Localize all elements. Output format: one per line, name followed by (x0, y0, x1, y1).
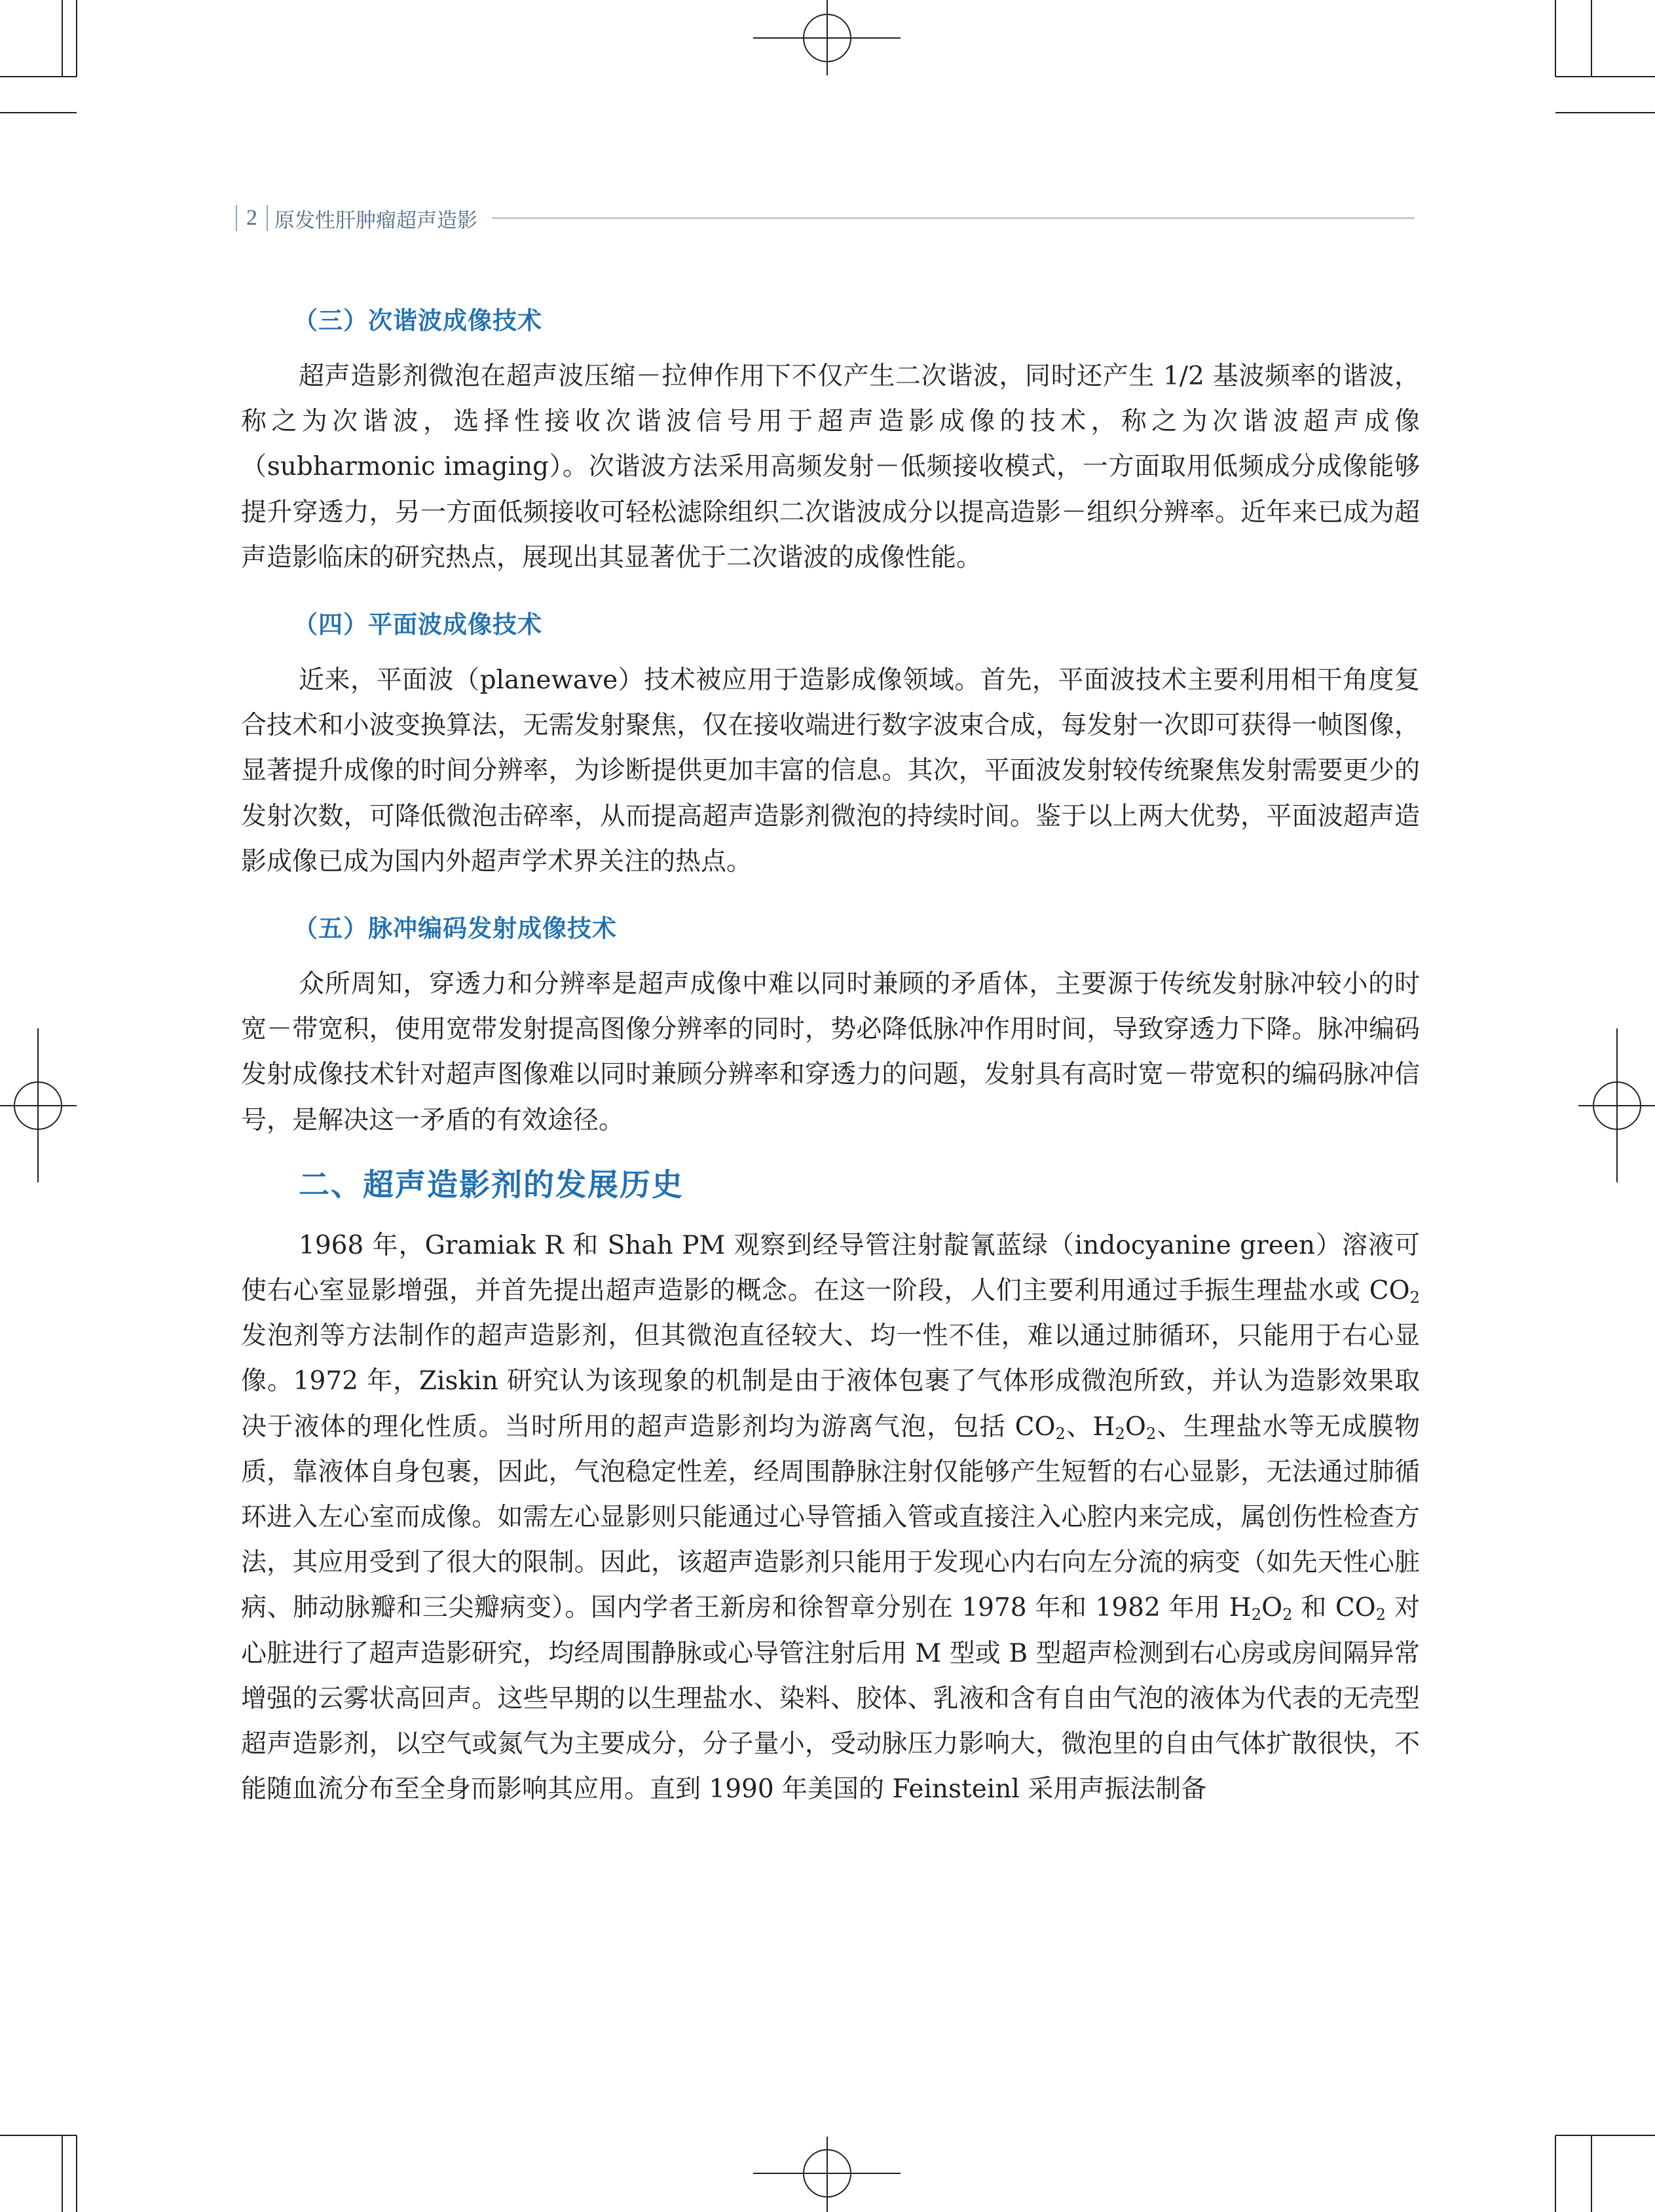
text-run: 发泡剂等方法制作的超声造影剂，但其微泡直径较大、均一性不佳，难以通过肺循环，只能用于右心显像。1972 年，Ziskin 研究认为该现象的机制是由于液体包裹了气体形成微泡所致，并认为造影效果取决于液体的理化性质。当时所用的超声造影剂均为游离气泡，包括 CO (241, 1321, 1420, 1442)
subscript: 2 (1115, 1424, 1125, 1443)
subsection-heading: （三）次谐波成像技术 (293, 307, 542, 335)
text-run: O (1125, 1412, 1146, 1442)
subsection-paragraph: 近来，平面波（planewave）技术被应用于造影成像领域。首先，平面波技术主要利用相干角度复合技术和小波变换算法，无需发射聚焦，仅在接收端进行数字波束合成，每发射一次即可获得一帧图像，显著提升成像的时间分辨率，为诊断提供更加丰富的信息。其次，平面波发射较传统聚焦发射需要更少的发射次数，可降低微泡击碎率，从而提高超声造影剂微泡的持续时间。鉴于以上两大优势，平面波超声造影成像已成为国内外超声学术界关注的热点。 (241, 665, 1420, 876)
text-run: 1968 年，Gramiak R 和 Shah PM 观察到经导管注射靛氰蓝绿（indocyanine green）溶液可使右心室显影增强，并首先提出超声造影的概念。在这一阶段，人们主要利用通过手振生理盐水或 CO (241, 1230, 1420, 1306)
text-run: O (1261, 1593, 1283, 1623)
page-body (241, 288, 1420, 1812)
subscript: 2 (1145, 1424, 1157, 1443)
running-header (236, 198, 1415, 238)
section-paragraph (241, 1223, 1420, 1812)
subscript: 2 (1375, 1605, 1386, 1624)
text-run: 、H (1065, 1412, 1115, 1442)
subsection-heading: （五）脉冲编码发射成像技术 (293, 914, 617, 943)
text-run: 、生理盐水等无成膜物质，靠液体自身包裹，因此，气泡稳定性差，经周围静脉注射仅能够产生短暂的右心显影，无法通过肺循环进入左心室而成像。如需左心显影则只能通过心导管插入管或直接注入心腔内来完成，属创伤性检查方法，其应用受到了很大的限制。因此，该超声造影剂只能用于发现心内右向左分流的病变（如先天性心脏病、肺动脉瓣和三尖瓣病变）。国内学者王新房和徐智章分别在 1978 年和 1982 年用 H (241, 1412, 1420, 1623)
subscript: 2 (1282, 1605, 1293, 1624)
page-number: 2 (246, 206, 257, 230)
subscript: 2 (1055, 1424, 1066, 1443)
section-title: 二、超声造影剂的发展历史 (299, 1167, 684, 1203)
subsection-heading: （四）平面波成像技术 (293, 610, 542, 639)
subscript: 2 (1409, 1288, 1420, 1307)
book-title: 原发性肝肿瘤超声造影 (274, 208, 477, 233)
text-run: 和 CO (1292, 1593, 1376, 1623)
subsection-paragraph: 众所周知，穿透力和分辨率是超声成像中难以同时兼顾的矛盾体，主要源于传统发射脉冲较小的时宽－带宽积，使用宽带发射提高图像分辨率的同时，势必降低脉冲作用时间，导致穿透力下降。脉冲编码发射成像技术针对超声图像难以同时兼顾分辨率和穿透力的问题，发射具有高时宽－带宽积的编码脉冲信号，是解决这一矛盾的有效途径。 (241, 969, 1420, 1135)
text-run: 对心脏进行了超声造影研究，均经周围静脉或心导管注射后用 M 型或 B 型超声检测到右心房或房间隔异常增强的云雾状高回声。这些早期的以生理盐水、染料、胶体、乳液和含有自由气泡的液体为代表的无壳型超声造影剂，以空气或氮气为主要成分，分子量小，受动脉压力影响大，微泡里的自由气体扩散很快，不能随血流分布至全身而影响其应用。直到 1990 年美国的 Feinsteinl 采用声振法制备 (241, 1593, 1420, 1805)
subsection-paragraph: 超声造影剂微泡在超声波压缩－拉伸作用下不仅产生二次谐波，同时还产生 1/2 基波频率的谐波，称之为次谐波，选择性接收次谐波信号用于超声造影成像的技术，称之为次谐波超声成像（subharmonic imaging）。次谐波方法采用高频发射－低频接收模式，一方面取用低频成分成像能够提升穿透力，另一方面低频接收可轻松滤除组织二次谐波成分以提高造影－组织分辨率。近年来已成为超声造影临床的研究热点，展现出其显著优于二次谐波的成像性能。 (241, 362, 1420, 572)
subscript: 2 (1251, 1605, 1262, 1624)
header-rule (492, 217, 1415, 219)
